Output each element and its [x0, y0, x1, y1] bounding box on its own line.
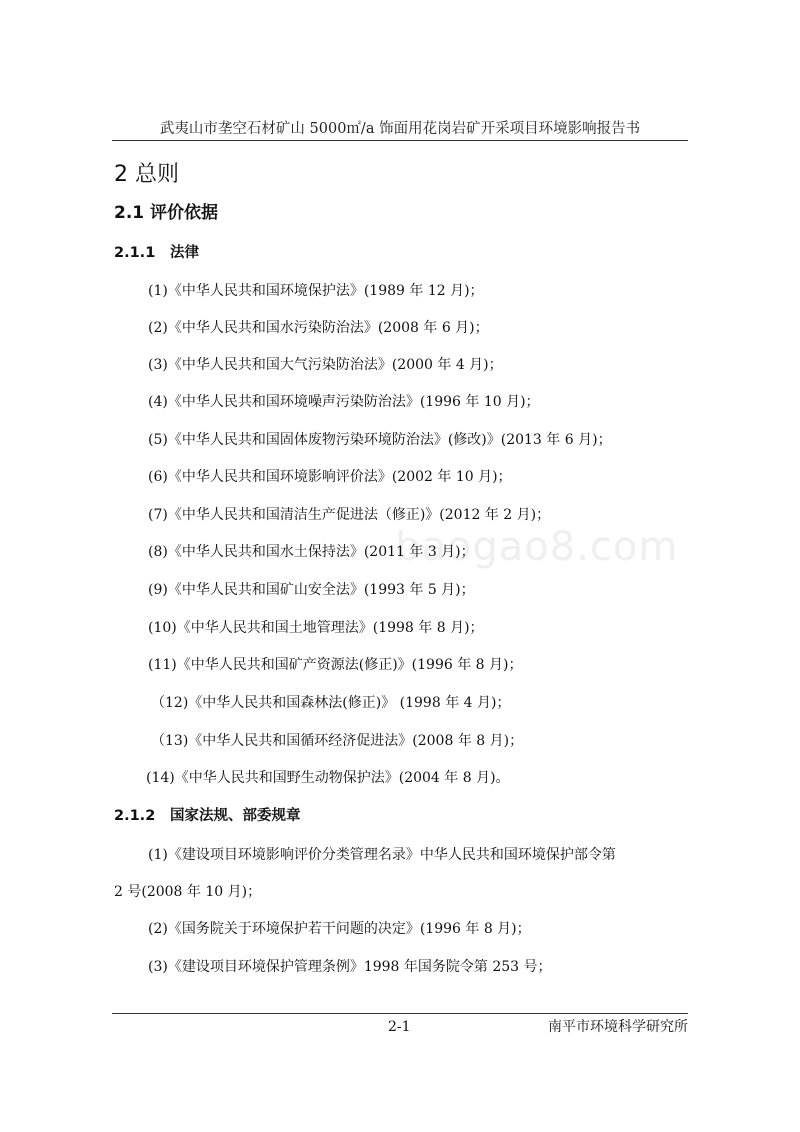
header-divider [112, 140, 688, 141]
section-heading-2-1-2 [114, 804, 301, 828]
regulation-item-1-line-1: (1)《建设项目环境影响评价分类管理名录》中华人民共和国环境保护部令第 [148, 847, 616, 863]
law-list-item: (3)《中华人民共和国大气污染防治法》(2000 年 4 月)； [148, 357, 503, 373]
footer-organization: 南平市环境科学研究所 [548, 1019, 688, 1035]
section-title-2-1: 2.1 评价依据 [114, 203, 219, 223]
section-title: 国家法规、部委规章 [170, 808, 301, 824]
law-list-item: (1)《中华人民共和国环境保护法》(1989 年 12 月)； [148, 283, 484, 299]
law-list-item: (11)《中华人民共和国矿产资源法(修正)》(1996 年 8 月)； [148, 657, 523, 673]
law-list-item: (8)《中华人民共和国水土保持法》(2011 年 3 月)； [148, 544, 475, 560]
section-title: 法律 [170, 245, 199, 261]
section-number: 2.1.1 [114, 245, 156, 261]
section-number: 2.1.2 [114, 808, 156, 824]
law-list-item: (7)《中华人民共和国清洁生产促进法（修正)》(2012 年 2 月)； [148, 507, 551, 523]
law-list-item: (10)《中华人民共和国土地管理法》(1998 年 8 月)； [148, 620, 484, 636]
watermark: baogao8.com [395, 524, 679, 570]
page-header-title: 武夷山市垄空石材矿山 5000㎡/a 饰面用花岗岩矿开采项目环境影响报告书 [159, 121, 641, 137]
footer-divider [112, 1013, 688, 1014]
law-list-item: (2)《中华人民共和国水污染防治法》(2008 年 6 月)； [148, 320, 489, 336]
law-list-item: (6)《中华人民共和国环境影响评价法》(2002 年 10 月)； [148, 469, 512, 485]
regulation-item-2: (2)《国务院关于环境保护若干问题的决定》(1996 年 8 月)； [148, 921, 531, 937]
section-heading-2-1-1 [114, 241, 199, 265]
law-list-item: （12)《中华人民共和国森林法(修正)》 (1998 年 4 月)； [151, 695, 511, 711]
page-number: 2-1 [388, 1019, 411, 1035]
law-list-item: (14)《中华人民共和国野生动物保护法》(2004 年 8 月)。 [146, 770, 510, 786]
law-list-item: (9)《中华人民共和国矿山安全法》(1993 年 5 月)； [148, 582, 475, 598]
regulation-item-1 [114, 843, 688, 904]
chapter-title: 2 总则 [114, 162, 179, 187]
regulation-item-1-line-2: 2 号(2008 年 10 月)； [114, 884, 262, 900]
law-list-item: (4)《中华人民共和国环境噪声污染防治法》(1996 年 10 月)； [148, 394, 540, 410]
law-list-item: (5)《中华人民共和国固体废物污染环境防治法》(修改)》(2013 年 6 月)； [148, 432, 612, 448]
law-list-item: （13)《中华人民共和国循环经济促进法》(2008 年 8 月)； [151, 733, 524, 749]
regulation-item-3: (3)《建设项目环境保护管理条例》1998 年国务院令第 253 号； [148, 959, 552, 975]
